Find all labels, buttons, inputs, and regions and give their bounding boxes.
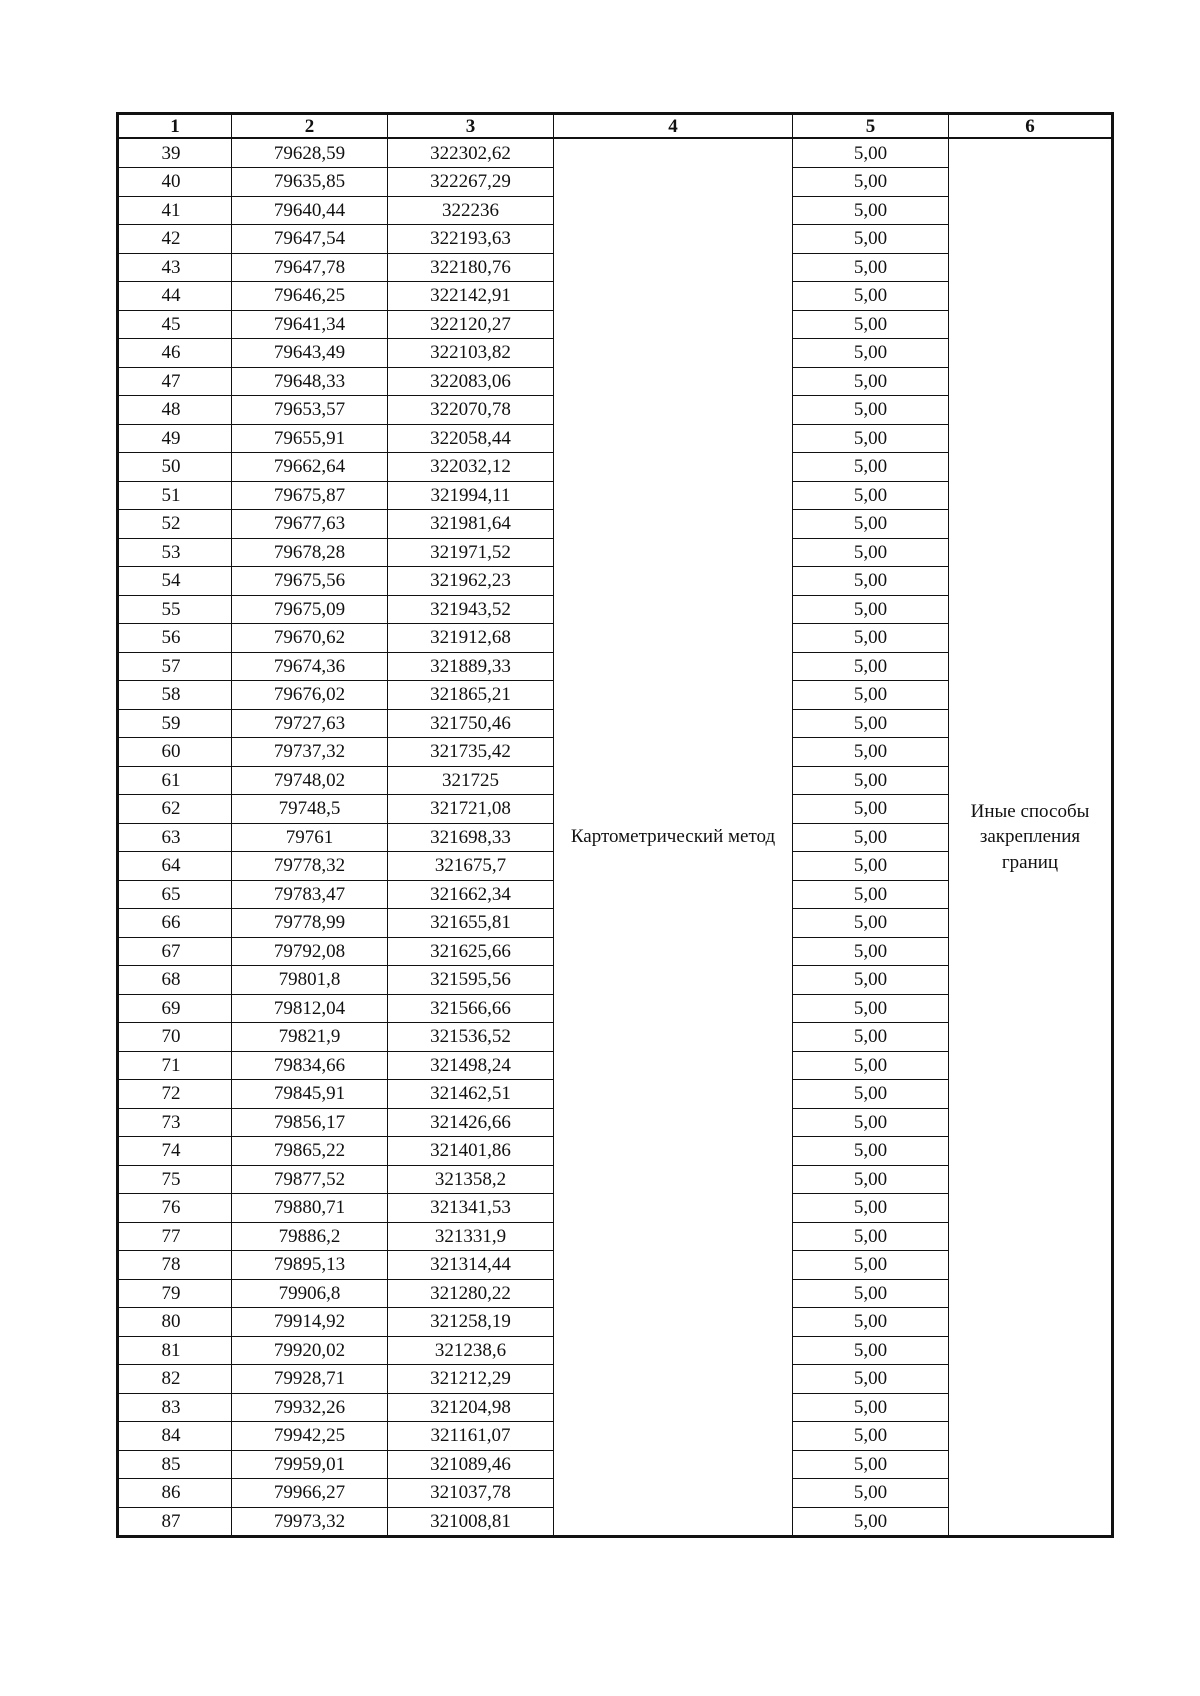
point-number-cell: 56 [118,624,232,653]
point-number-cell: 52 [118,510,232,539]
accuracy-cell: 5,00 [793,1450,949,1479]
y-coordinate-cell: 321212,29 [388,1365,554,1394]
point-number-cell: 74 [118,1137,232,1166]
y-coordinate-cell: 322236 [388,196,554,225]
y-coordinate-cell: 322267,29 [388,168,554,197]
y-coordinate-cell: 322083,06 [388,367,554,396]
coordinates-table [116,112,1114,1538]
y-coordinate-cell: 322193,63 [388,225,554,254]
accuracy-cell: 5,00 [793,994,949,1023]
y-coordinate-cell: 321912,68 [388,624,554,653]
accuracy-cell: 5,00 [793,538,949,567]
x-coordinate-cell: 79653,57 [232,396,388,425]
x-coordinate-cell: 79778,32 [232,852,388,881]
accuracy-cell: 5,00 [793,310,949,339]
point-number-cell: 80 [118,1308,232,1337]
x-coordinate-cell: 79675,09 [232,595,388,624]
accuracy-cell: 5,00 [793,1251,949,1280]
point-number-cell: 73 [118,1108,232,1137]
accuracy-cell: 5,00 [793,1393,949,1422]
y-coordinate-cell: 321498,24 [388,1051,554,1080]
col-header-3: 3 [388,114,554,139]
accuracy-cell: 5,00 [793,624,949,653]
x-coordinate-cell: 79635,85 [232,168,388,197]
y-coordinate-cell: 321331,9 [388,1222,554,1251]
point-number-cell: 62 [118,795,232,824]
y-coordinate-cell: 322032,12 [388,453,554,482]
accuracy-cell: 5,00 [793,1194,949,1223]
x-coordinate-cell: 79856,17 [232,1108,388,1137]
accuracy-cell: 5,00 [793,253,949,282]
x-coordinate-cell: 79727,63 [232,709,388,738]
point-number-cell: 46 [118,339,232,368]
point-number-cell: 78 [118,1251,232,1280]
point-number-cell: 84 [118,1422,232,1451]
accuracy-cell: 5,00 [793,852,949,881]
accuracy-cell: 5,00 [793,196,949,225]
y-coordinate-cell: 321089,46 [388,1450,554,1479]
accuracy-cell: 5,00 [793,795,949,824]
accuracy-cell: 5,00 [793,1080,949,1109]
point-number-cell: 79 [118,1279,232,1308]
point-number-cell: 50 [118,453,232,482]
table-body [118,138,1113,1537]
y-coordinate-cell: 321258,19 [388,1308,554,1337]
point-number-cell: 55 [118,595,232,624]
y-coordinate-cell: 321314,44 [388,1251,554,1280]
x-coordinate-cell: 79886,2 [232,1222,388,1251]
accuracy-cell: 5,00 [793,738,949,767]
y-coordinate-cell: 321008,81 [388,1507,554,1537]
point-number-cell: 60 [118,738,232,767]
col-header-2: 2 [232,114,388,139]
x-coordinate-cell: 79932,26 [232,1393,388,1422]
y-coordinate-cell: 321943,52 [388,595,554,624]
x-coordinate-cell: 79914,92 [232,1308,388,1337]
y-coordinate-cell: 321358,2 [388,1165,554,1194]
point-number-cell: 77 [118,1222,232,1251]
y-coordinate-cell: 321662,34 [388,880,554,909]
point-number-cell: 48 [118,396,232,425]
point-number-cell: 81 [118,1336,232,1365]
accuracy-cell: 5,00 [793,567,949,596]
y-coordinate-cell: 321037,78 [388,1479,554,1508]
point-number-cell: 65 [118,880,232,909]
point-number-cell: 42 [118,225,232,254]
x-coordinate-cell: 79748,5 [232,795,388,824]
accuracy-cell: 5,00 [793,396,949,425]
y-coordinate-cell: 321750,46 [388,709,554,738]
x-coordinate-cell: 79966,27 [232,1479,388,1508]
accuracy-cell: 5,00 [793,225,949,254]
x-coordinate-cell: 79778,99 [232,909,388,938]
accuracy-cell: 5,00 [793,1308,949,1337]
accuracy-cell: 5,00 [793,1507,949,1537]
point-number-cell: 67 [118,937,232,966]
x-coordinate-cell: 79648,33 [232,367,388,396]
point-number-cell: 54 [118,567,232,596]
x-coordinate-cell: 79662,64 [232,453,388,482]
accuracy-cell: 5,00 [793,909,949,938]
x-coordinate-cell: 79655,91 [232,424,388,453]
y-coordinate-cell: 321735,42 [388,738,554,767]
header-row [118,114,1113,139]
col-header-1: 1 [118,114,232,139]
x-coordinate-cell: 79677,63 [232,510,388,539]
accuracy-cell: 5,00 [793,1422,949,1451]
x-coordinate-cell: 79676,02 [232,681,388,710]
x-coordinate-cell: 79675,87 [232,481,388,510]
y-coordinate-cell: 321625,66 [388,937,554,966]
accuracy-cell: 5,00 [793,510,949,539]
accuracy-cell: 5,00 [793,367,949,396]
y-coordinate-cell: 321426,66 [388,1108,554,1137]
point-number-cell: 83 [118,1393,232,1422]
accuracy-cell: 5,00 [793,1137,949,1166]
point-number-cell: 64 [118,852,232,881]
x-coordinate-cell: 79647,78 [232,253,388,282]
accuracy-cell: 5,00 [793,339,949,368]
accuracy-cell: 5,00 [793,1165,949,1194]
point-number-cell: 44 [118,282,232,311]
x-coordinate-cell: 79640,44 [232,196,388,225]
point-number-cell: 72 [118,1080,232,1109]
x-coordinate-cell: 79821,9 [232,1023,388,1052]
method-cell: Картометрический метод [554,138,793,1537]
col-header-6: 6 [949,114,1113,139]
x-coordinate-cell: 79675,56 [232,567,388,596]
col-header-5: 5 [793,114,949,139]
y-coordinate-cell: 321401,86 [388,1137,554,1166]
y-coordinate-cell: 322103,82 [388,339,554,368]
y-coordinate-cell: 321595,56 [388,966,554,995]
y-coordinate-cell: 322142,91 [388,282,554,311]
y-coordinate-cell: 321971,52 [388,538,554,567]
x-coordinate-cell: 79678,28 [232,538,388,567]
accuracy-cell: 5,00 [793,937,949,966]
y-coordinate-cell: 321238,6 [388,1336,554,1365]
accuracy-cell: 5,00 [793,823,949,852]
x-coordinate-cell: 79920,02 [232,1336,388,1365]
x-coordinate-cell: 79834,66 [232,1051,388,1080]
y-coordinate-cell: 321204,98 [388,1393,554,1422]
x-coordinate-cell: 79877,52 [232,1165,388,1194]
y-coordinate-cell: 321655,81 [388,909,554,938]
y-coordinate-cell: 321962,23 [388,567,554,596]
y-coordinate-cell: 321566,66 [388,994,554,1023]
x-coordinate-cell: 79942,25 [232,1422,388,1451]
y-coordinate-cell: 321280,22 [388,1279,554,1308]
point-number-cell: 58 [118,681,232,710]
point-number-cell: 69 [118,994,232,1023]
y-coordinate-cell: 321725 [388,766,554,795]
point-number-cell: 49 [118,424,232,453]
y-coordinate-cell: 321161,07 [388,1422,554,1451]
x-coordinate-cell: 79641,34 [232,310,388,339]
x-coordinate-cell: 79628,59 [232,138,388,168]
point-number-cell: 57 [118,652,232,681]
accuracy-cell: 5,00 [793,1108,949,1137]
x-coordinate-cell: 79845,91 [232,1080,388,1109]
accuracy-cell: 5,00 [793,681,949,710]
x-coordinate-cell: 79812,04 [232,994,388,1023]
point-number-cell: 39 [118,138,232,168]
y-coordinate-cell: 321536,52 [388,1023,554,1052]
y-coordinate-cell: 322120,27 [388,310,554,339]
point-number-cell: 87 [118,1507,232,1537]
y-coordinate-cell: 321675,7 [388,852,554,881]
x-coordinate-cell: 79880,71 [232,1194,388,1223]
point-number-cell: 70 [118,1023,232,1052]
point-number-cell: 86 [118,1479,232,1508]
point-number-cell: 63 [118,823,232,852]
y-coordinate-cell: 321462,51 [388,1080,554,1109]
x-coordinate-cell: 79973,32 [232,1507,388,1537]
accuracy-cell: 5,00 [793,766,949,795]
x-coordinate-cell: 79748,02 [232,766,388,795]
accuracy-cell: 5,00 [793,1051,949,1080]
x-coordinate-cell: 79646,25 [232,282,388,311]
x-coordinate-cell: 79737,32 [232,738,388,767]
point-number-cell: 51 [118,481,232,510]
point-number-cell: 66 [118,909,232,938]
x-coordinate-cell: 79959,01 [232,1450,388,1479]
x-coordinate-cell: 79801,8 [232,966,388,995]
accuracy-cell: 5,00 [793,424,949,453]
accuracy-cell: 5,00 [793,168,949,197]
y-coordinate-cell: 321994,11 [388,481,554,510]
point-number-cell: 47 [118,367,232,396]
x-coordinate-cell: 79643,49 [232,339,388,368]
x-coordinate-cell: 79761 [232,823,388,852]
y-coordinate-cell: 321981,64 [388,510,554,539]
accuracy-cell: 5,00 [793,453,949,482]
accuracy-cell: 5,00 [793,1479,949,1508]
accuracy-cell: 5,00 [793,966,949,995]
point-number-cell: 82 [118,1365,232,1394]
x-coordinate-cell: 79865,22 [232,1137,388,1166]
table-row [118,138,1113,168]
point-number-cell: 76 [118,1194,232,1223]
accuracy-cell: 5,00 [793,1336,949,1365]
x-coordinate-cell: 79895,13 [232,1251,388,1280]
accuracy-cell: 5,00 [793,1365,949,1394]
x-coordinate-cell: 79783,47 [232,880,388,909]
accuracy-cell: 5,00 [793,652,949,681]
accuracy-cell: 5,00 [793,1023,949,1052]
point-number-cell: 61 [118,766,232,795]
y-coordinate-cell: 321721,08 [388,795,554,824]
point-number-cell: 53 [118,538,232,567]
y-coordinate-cell: 322180,76 [388,253,554,282]
fixing-method-cell: Иные способы закрепления границ [949,138,1113,1537]
accuracy-cell: 5,00 [793,138,949,168]
point-number-cell: 75 [118,1165,232,1194]
y-coordinate-cell: 322070,78 [388,396,554,425]
x-coordinate-cell: 79674,36 [232,652,388,681]
x-coordinate-cell: 79647,54 [232,225,388,254]
x-coordinate-cell: 79906,8 [232,1279,388,1308]
x-coordinate-cell: 79928,71 [232,1365,388,1394]
point-number-cell: 45 [118,310,232,339]
accuracy-cell: 5,00 [793,1222,949,1251]
accuracy-cell: 5,00 [793,709,949,738]
y-coordinate-cell: 322058,44 [388,424,554,453]
accuracy-cell: 5,00 [793,481,949,510]
accuracy-cell: 5,00 [793,282,949,311]
y-coordinate-cell: 321889,33 [388,652,554,681]
x-coordinate-cell: 79792,08 [232,937,388,966]
y-coordinate-cell: 321865,21 [388,681,554,710]
accuracy-cell: 5,00 [793,880,949,909]
y-coordinate-cell: 321698,33 [388,823,554,852]
point-number-cell: 41 [118,196,232,225]
accuracy-cell: 5,00 [793,1279,949,1308]
x-coordinate-cell: 79670,62 [232,624,388,653]
point-number-cell: 43 [118,253,232,282]
point-number-cell: 40 [118,168,232,197]
point-number-cell: 71 [118,1051,232,1080]
y-coordinate-cell: 322302,62 [388,138,554,168]
accuracy-cell: 5,00 [793,595,949,624]
col-header-4: 4 [554,114,793,139]
point-number-cell: 68 [118,966,232,995]
y-coordinate-cell: 321341,53 [388,1194,554,1223]
point-number-cell: 85 [118,1450,232,1479]
point-number-cell: 59 [118,709,232,738]
